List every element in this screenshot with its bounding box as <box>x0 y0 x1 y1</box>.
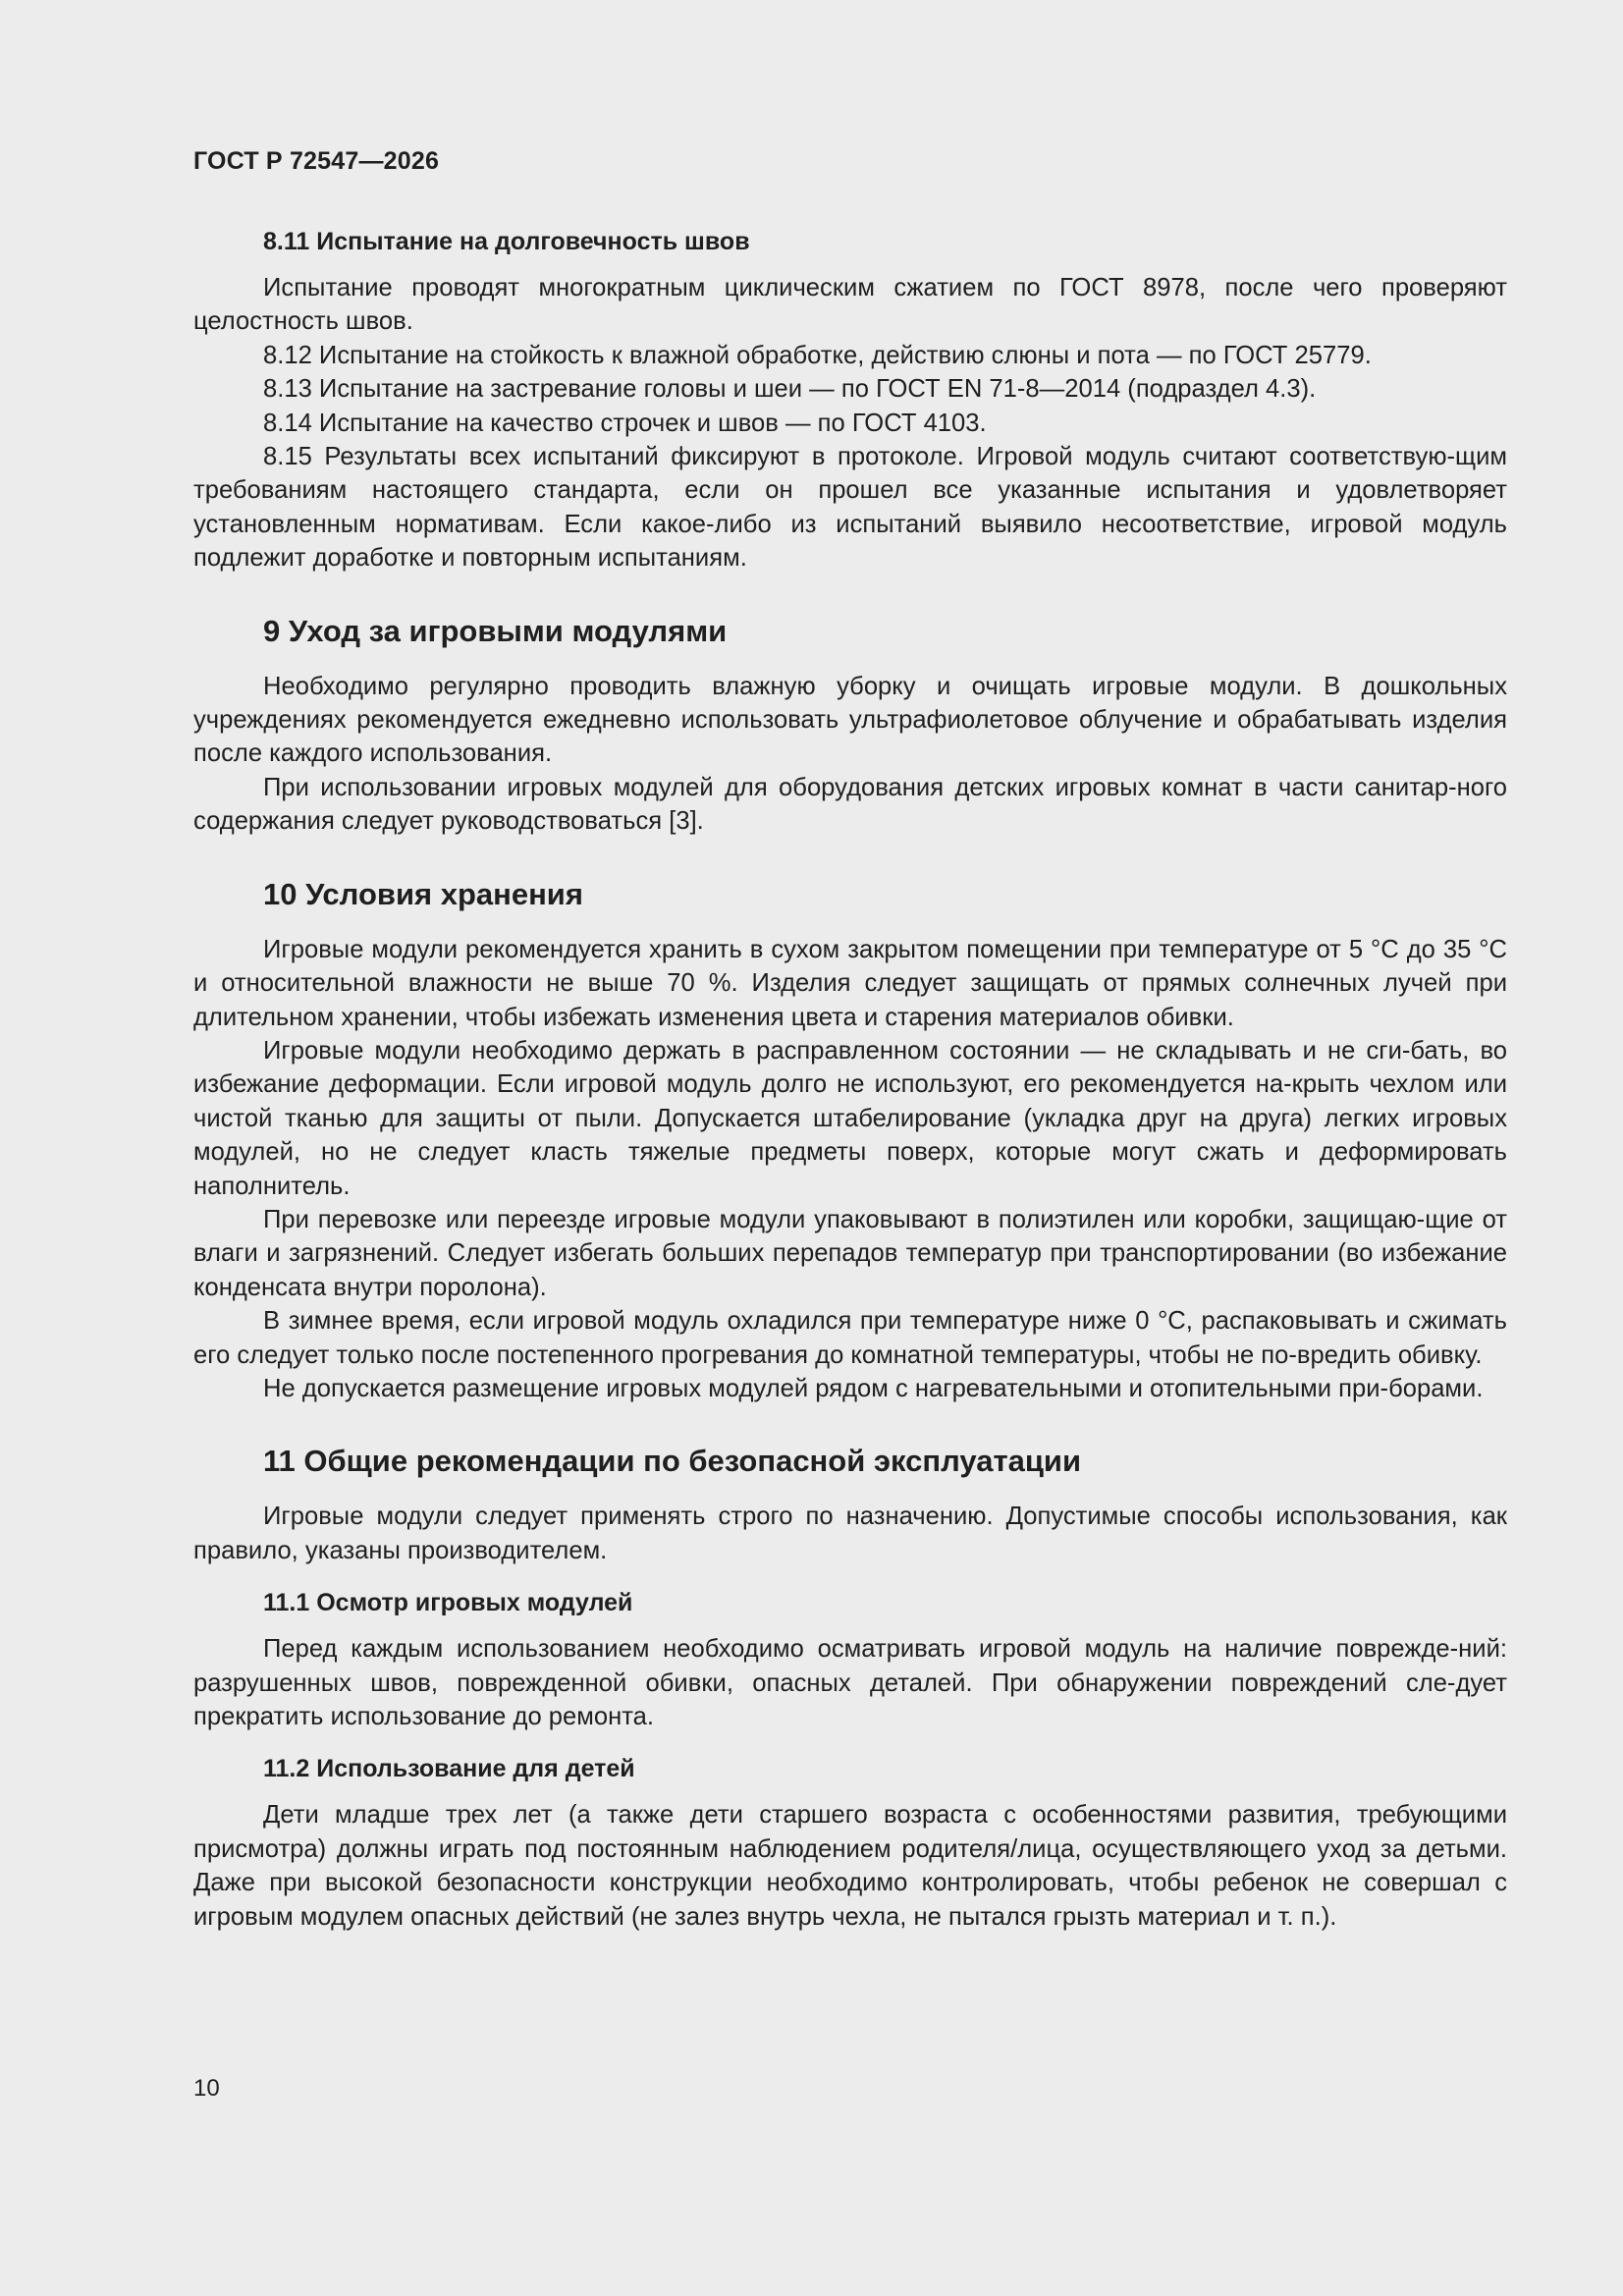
paragraph: Испытание проводят многократным циклическим сжатием по ГОСТ 8978, после чего проверяют целостность швов. <box>193 274 1507 336</box>
spacer <box>193 258 1507 271</box>
paragraph: 8.15 Результаты всех испытаний фиксируют в протоколе. Игровой модуль считают соответствую-щим требованиям настоящего стандарта, если он прошел все указанные испытания и удовлетворяет установленным нормативам. Если какое-либо из испытаний выявило несоответствие, игровой модуль подлежит доработке и повторным испытаниям. <box>193 443 1507 573</box>
subsection-heading-8-11: 8.11 Испытание на долговечность швов <box>263 228 750 255</box>
spacer <box>193 1405 1507 1442</box>
paragraph: 8.13 Испытание на застревание головы и шеи — по ГОСТ EN 71-8—2014 (подраздел 4.3). <box>263 375 1317 404</box>
paragraph: В зимнее время, если игровой модуль охладился при температуре ниже 0 °С, распаковывать и сжимать его следует только после постепенного прогревания до комнатной температуры, чтобы не по-вредить обивку. <box>193 1307 1507 1369</box>
paragraph: Не допускается размещение игровых модулей рядом с нагревательными и отопительными при-борами. <box>263 1374 1484 1402</box>
paragraph: Дети младше трех лет (а также дети старшего возраста с особенностями развития, требующими присмотра) должны играть под постоянным наблюдением родителя/лица, осуществляющего уход за детьми. Даже при высокой безопасности конструкции необходимо контролировать, чтобы ребенок не совершал с игровым модулем опасных действий (не залез внутрь чехла, не пытался грызть материал и т. п.). <box>193 1801 1507 1931</box>
spacer <box>193 1567 1507 1587</box>
paragraph: Игровые модули рекомендуется хранить в сухом закрытом помещении при температуре от 5 °С до 35 °С и относительной влажности не выше 70 %. Изделия следует защищать от прямых солнечных лучей при длительном хранении, чтобы избежать изменения цвета и старения материалов обивки. <box>193 935 1507 1031</box>
page-number: 10 <box>193 2075 220 2102</box>
paragraph: Игровые модули необходимо держать в расправленном состоянии — не складывать и не сги-бать, во избежание деформации. Если игровой модуль долго не используют, его рекомендуется на-крыть чехлом или чистой тканью для защиты от пыли. Допускается штабелирование (укладка друг на друга) легких игровых модулей, но не следует класть тяжелые предметы поверх, которые могут сжать и деформировать наполнитель. <box>193 1036 1507 1200</box>
paragraph: При использовании игровых модулей для оборудования детских игровых комнат в части санитар-ного содержания следует руководствоваться [3]. <box>193 773 1507 836</box>
paragraph: 8.12 Испытание на стойкость к влажной обработке, действию слюны и пота — по ГОСТ 25779. <box>263 341 1372 369</box>
spacer <box>193 914 1507 933</box>
spacer <box>193 651 1507 670</box>
document-header: ГОСТ Р 72547—2026 <box>193 147 440 175</box>
subsection-heading-11-2: 11.2 Использование для детей <box>263 1755 635 1783</box>
spacer <box>193 839 1507 875</box>
section-heading-11: 11 Общие рекомендации по безопасной эксплуатации <box>263 1444 1082 1479</box>
document-body <box>193 226 1507 1934</box>
paragraph: Перед каждым использованием необходимо осматривать игровой модуль на наличие поврежде-ний: разрушенных швов, поврежденной обивки, опасных деталей. При обнаружении повреждений сле-дует прекратить использование до ремонта. <box>193 1635 1507 1730</box>
spacer <box>193 1785 1507 1798</box>
paragraph: Необходимо регулярно проводить влажную уборку и очищать игровые модули. В дошкольных учреждениях рекомендуется ежедневно использовать ультрафиолетовое облучение и обрабатывать изделия после каждого использования. <box>193 672 1507 768</box>
section-heading-10: 10 Условия хранения <box>263 876 583 911</box>
spacer <box>193 1481 1507 1500</box>
paragraph: Игровые модули следует применять строго по назначению. Допустимые способы использования, как правило, указаны производителем. <box>193 1503 1507 1564</box>
section-heading-9: 9 Уход за игровыми модулями <box>263 613 728 648</box>
paragraph: При перевозке или переезде игровые модули упаковывают в полиэтилен или коробки, защищаю-щие от влаги и загрязнений. Следует избегать больших перепадов температур при транспортировании (во избежание конденсата внутри поролона). <box>193 1205 1507 1301</box>
subsection-heading-11-1: 11.1 Осмотр игровых модулей <box>263 1589 633 1617</box>
paragraph: 8.14 Испытание на качество строчек и швов — по ГОСТ 4103. <box>263 409 987 437</box>
spacer <box>193 575 1507 612</box>
spacer <box>193 1619 1507 1632</box>
spacer <box>193 1733 1507 1753</box>
